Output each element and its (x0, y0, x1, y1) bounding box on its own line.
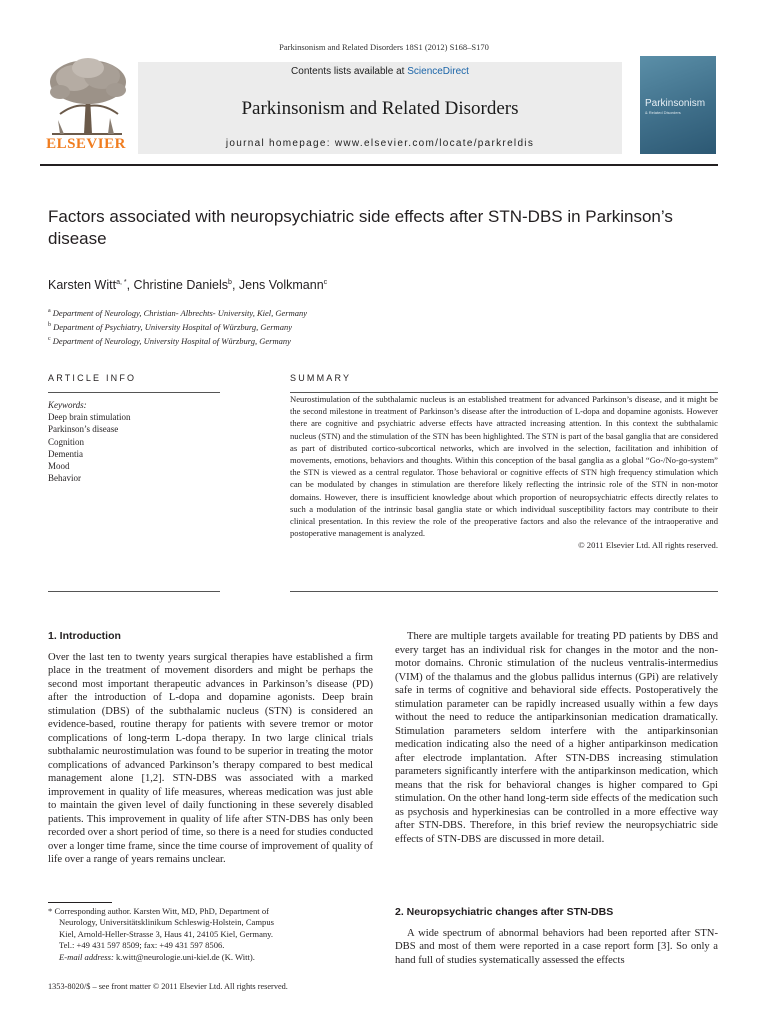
affil-text: Department of Neurology, Christian- Albrechts- University, Kiel, Germany (52, 307, 307, 318)
cover-title: Parkinsonism (645, 98, 706, 109)
article-title: Factors associated with neuropsychiatric side effects after STN-DBS in Parkinson’s disease (48, 207, 673, 248)
footnote-line: * Corresponding author. Karsten Witt, MD, PhD, Department of (48, 906, 269, 916)
journal-title: Parkinsonism and Related Disorders (241, 98, 519, 119)
summary-paragraph: Neurostimulation of the subthalamic nucleus is an established treatment for advanced Parkinson’s disease, and it might be the second milestone in treatment of Parkinson’s disease after the introduction of L-dopa and dopamine agonists. However there are cognitive and psychiatric adverse effects have attracted increasing attention. In this context the subthalamic nucleus (STN) and the stimulation of the STN has been highlighted. The STN is part of the basal ganglia that are considered as part of distributed cortico-subcortical networks, which are involved in the selection, facilitation and inhibition of movements, emotions, behaviors and thoughts. Within this conception of the basal ganglia as a global “Go-/No-go-system” the STN is viewed as a central regulator. Those behavioral or cognitive effects of STN high frequency stimulation which can be modulated by changes in stimulation are therefore likely reflecting the intrinsic role of the STN in non-motor domains. However, there is insufficient knowledge about which proportion of neuropsychiatric effects directly relates to such a modulation of the intrinsic basal ganglia state or which individual susceptibility factors may contribute to their clinical presentation. In this review the role of the preoperative factors and also the relevance of the intraoperative and postoperative management is analyzed. (290, 394, 718, 539)
body-paragraph: Over the last ten to twenty years surgical therapies have established a firm place in the treatment of movement disorders and might be perhaps the second most important therapeutic advances in Parkinson’s disease (PD) after the introduction of L-dopa and dopamine agonists. Deep brain stimulation (DBS) of the subthalamic nucleus (STN) is considered an evidence-based, routine therapy for patients with severe tremor or motor complications of long-term L-dopa therapy. In two large clinical trials subthalamic neurostimulation was found to be superior in treating the motor complications of advanced Parkinson’s therapy compared to best medical management alone [1,2]. STN-DBS was associated with a marked improvement in quality of life measures, whereas medication was just able to maintain the given level of daily functioning in these severely disabled patients. This improvement in quality of life after STN-DBS has only been recorded over a short period of time, so there is a need for studies conducted over a longer time frame, since the time course of improvement of quality of life over a range of years remains unclear. (48, 651, 373, 865)
keyword: Behavior (48, 473, 81, 484)
author-name[interactable]: Karsten Witt (48, 278, 117, 292)
body-paragraph: A wide spectrum of abnormal behaviors had been reported after STN-DBS and most of them were reported in a case report form [3]. So only a hand full of studies systematically assessed the effects (395, 927, 718, 966)
keyword: Parkinson’s disease (48, 424, 119, 435)
journal-cover-thumbnail (640, 56, 716, 154)
elsevier-logo (40, 56, 132, 160)
keywords-block (48, 399, 130, 484)
affiliation (48, 319, 307, 333)
affil-text: Department of Psychiatry, University Hospital of Würzburg, Germany (53, 321, 292, 332)
contents-line (138, 66, 622, 77)
journal-citation: Parkinsonism and Related Disorders 18S1 (2012) S168–S170 (279, 42, 489, 52)
summary-heading: SUMMARY (290, 373, 352, 383)
keyword: Dementia (48, 448, 83, 459)
summary-block (290, 393, 718, 552)
affiliations (48, 305, 307, 346)
affil-marker: c (48, 335, 51, 342)
keywords-label: Keywords: (48, 400, 87, 410)
elsevier-tree-icon (40, 56, 132, 136)
affil-marker: b (48, 321, 51, 328)
affiliation (48, 333, 307, 347)
author-affil-marker: c (323, 278, 328, 286)
keyword: Cognition (48, 436, 85, 447)
author-list: Karsten Witt$^{a, *}$, Christine Daniels$^b$, Jens Volkmann$^c$ (48, 278, 328, 292)
body-column-right (395, 630, 718, 846)
footnote-line: Tel.: +49 431 597 8509; fax: +49 431 597 8506. (59, 940, 225, 951)
affil-text: Department of Neurology, University Hospital of Würzburg, Germany (52, 335, 291, 346)
section-2 (395, 906, 718, 967)
footnote-email-line (48, 952, 373, 963)
journal-banner (138, 62, 622, 154)
footnote-line: Kiel, Arnold-Heller-Strasse 3, Haus 41, 24105 Kiel, Germany. (59, 928, 274, 939)
affiliation (48, 305, 307, 319)
sciencedirect-link[interactable]: ScienceDirect (407, 66, 469, 77)
header-divider (40, 164, 718, 166)
affil-marker: a (48, 308, 51, 314)
divider (48, 392, 220, 393)
copyright-notice: © 2011 Elsevier Ltd. All rights reserved. (578, 540, 718, 551)
keyword: Mood (48, 461, 70, 472)
divider (290, 591, 718, 592)
section-title-neuropsychiatric: 2. Neuropsychiatric changes after STN-DBS (395, 906, 614, 918)
corresponding-author-footnote (48, 906, 373, 963)
author-name[interactable]: Christine Daniels (133, 278, 229, 292)
journal-homepage-link[interactable]: journal homepage: www.elsevier.com/locate/parkreldis (225, 138, 535, 149)
author-affil-marker: a, * (116, 278, 127, 286)
article-info-heading: ARTICLE INFO (48, 373, 137, 383)
front-matter-notice: 1353-8020/$ – see front matter © 2011 Elsevier Ltd. All rights reserved. (48, 982, 288, 991)
divider (48, 591, 220, 592)
body-paragraph: There are multiple targets available for treating PD patients by DBS and every target has an individual risk for changes in the motor and the non-motor domains. Chronic stimulation of the nucleus ventralis-intermedius (VIM) of the thalamus and the globus pallidus internus (GPi) are relatively safe in terms of cognitive and behavioral side effects. Postoperatively the stimulation parameter can be rapidly increased usually within a few days without the need to reduce the antiparkinsonian medication dramatically. Stimulation parameters seldom interfere with the antiparkinsonian medication indicating also the need of a higher antiparkinson medication after electrode implantation. After STN-DBS increasing stimulation parameters significantly interfere with the antiparkinson medication, which means that the risk for behavioral changes is higher compared to Gpi stimulation. On the other hand long-term side effects of the medication such as psychosis and hyperkinesias can be controlled in a more effective way after STN-DBS. Therefore, in this brief review the neuropsychiatric side effects of STN-DBS are discussed in more detail. (395, 631, 718, 845)
keyword: Deep brain stimulation (48, 412, 131, 423)
footnote-line: Neurology, Universitätsklinikum Schleswig-Holstein, Campus (59, 917, 274, 928)
body-column-left (48, 630, 373, 867)
journal-header (40, 56, 718, 160)
footnote-divider (48, 902, 112, 903)
contents-prefix: Contents lists available at (291, 66, 405, 77)
elsevier-wordmark: ELSEVIER (46, 136, 126, 152)
section-title-introduction: 1. Introduction (48, 630, 121, 642)
email-link[interactable]: k.witt@neurologie.uni-kiel.de (K. Witt). (115, 951, 255, 962)
author-affil-marker: b (228, 278, 232, 286)
email-label: E-mail address: (59, 951, 114, 962)
author-name[interactable]: Jens Volkmann (238, 278, 324, 292)
cover-subtitle: & Related Disorders (645, 110, 681, 115)
